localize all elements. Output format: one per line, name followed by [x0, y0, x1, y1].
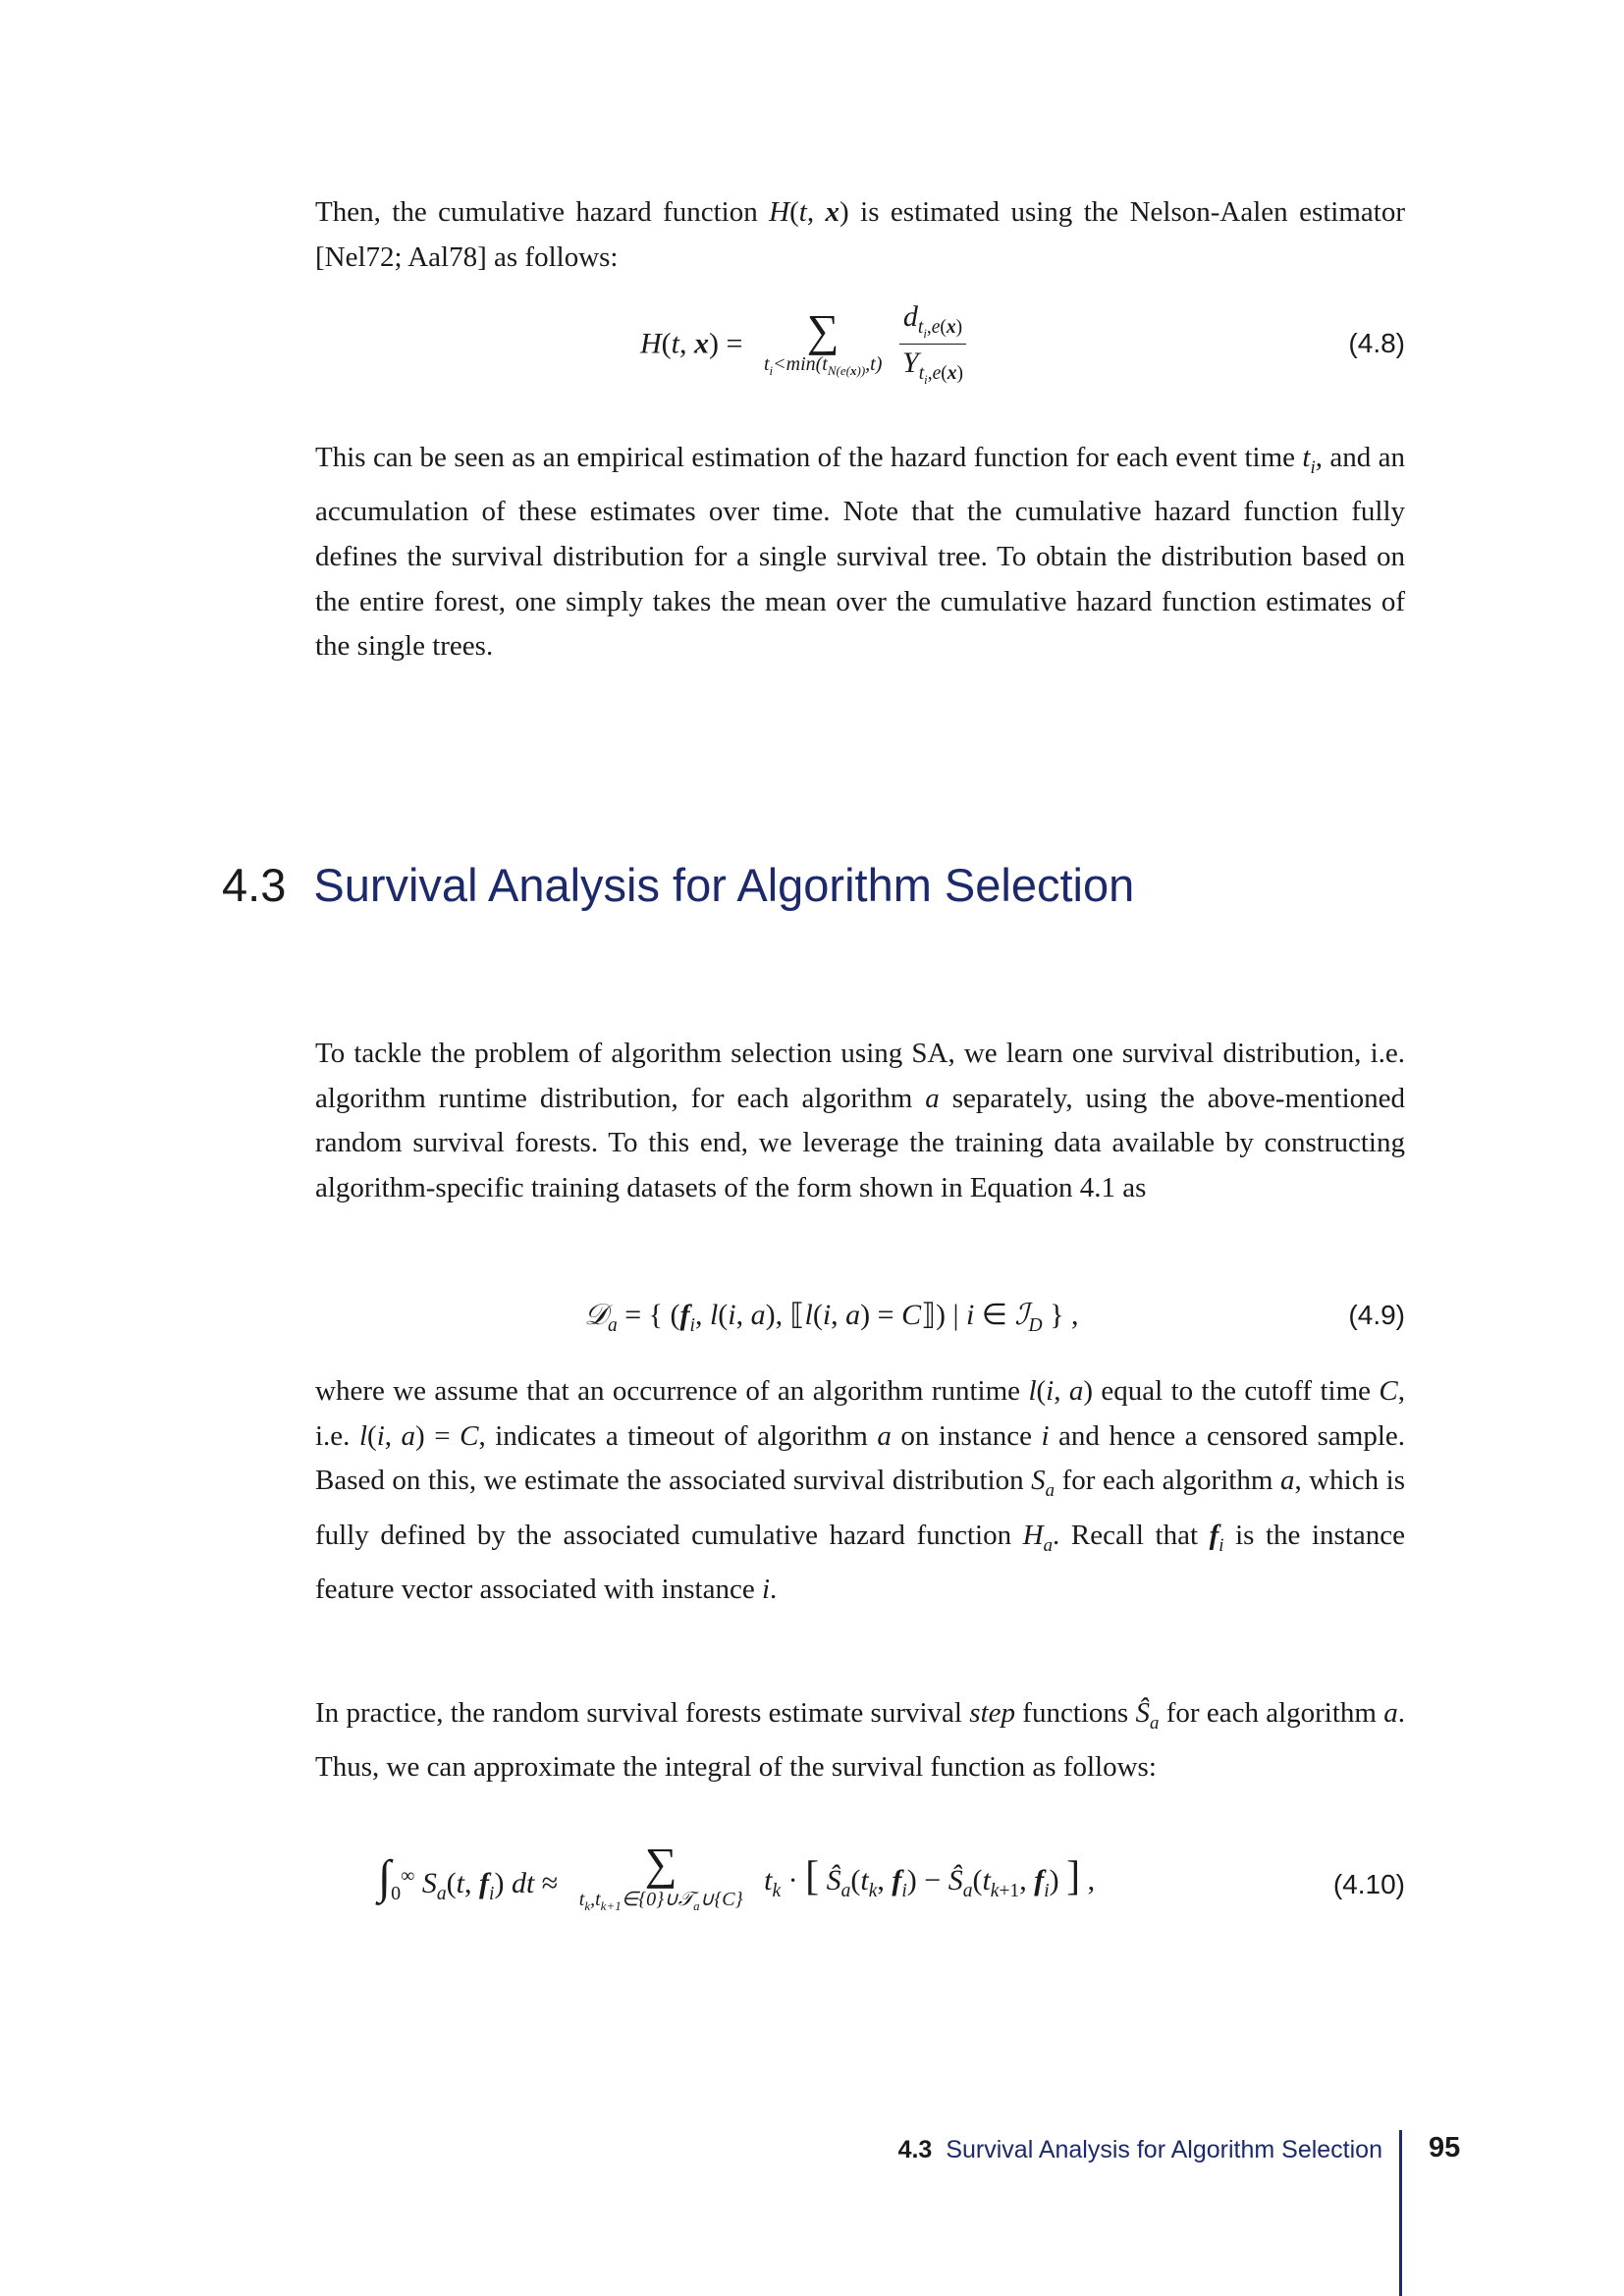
paragraph-step-functions: In practice, the random survival forests estimate survival step functions $Ŝ_a$ for each algorithm a. Thus, we can approximate the integral of the survival function as follows: [315, 1697, 1406, 1784]
equation-4-8: H(t, x) = ∑ $t_i<\min(t_{N(e(x))},t)$ $\frac{d_{t_i,e(x)}}{Y_{t_i,e(x)}}$ [640, 300, 966, 388]
paragraph-algorithm-selection-intro: To tackle the problem of algorithm selection using SA, we learn one survival distribution, i.e. algorithm runtime distribution, for each algorithm a separately, using the above-mentioned random survival forests. To this end, we leverage the training data available by constructing algorithm-specific training datasets of the form shown in Equation 4.1 as [315, 1038, 1405, 1203]
equation-4-9: 𝒟$_a$ = { ($f_i$, l(i, a), ⟦l(i, a) = C⟧) | i ∈ ℐ$_D$ } , [584, 1299, 1079, 1336]
footer-section-number: 4.3 [897, 2136, 933, 2163]
paragraph-nelson-aalen-intro: Then, the cumulative hazard function H(t, x) is estimated using the Nelson-Aalen estimator [Nel72; Aal78] as follows: [315, 196, 1405, 273]
footer-vertical-rule [1399, 2130, 1402, 2296]
section-title: Survival Analysis for Algorithm Selection [313, 859, 1135, 911]
running-footer [898, 2136, 1382, 2164]
footer-section-title: Survival Analysis for Algorithm Selection [946, 2136, 1382, 2163]
equation-number-4-9: (4.9) [1348, 1300, 1405, 1330]
equation-number-4-10: (4.10) [1332, 1869, 1405, 1899]
page-number: 95 [1429, 2132, 1461, 2163]
paragraph-empirical-estimation: This can be seen as an empirical estimation of the hazard function for each event time $t_i$, and an accumulation of these estimates over time. Note that the cumulative hazard function fully defines the survival distribution for a single survival tree. To obtain the distribution based on the entire forest, one simply takes the mean over the cumulative hazard function estimates of the single trees. [315, 442, 1405, 663]
equation-number-4-8: (4.8) [1348, 328, 1405, 358]
section-heading [222, 858, 1134, 912]
section-number: 4.3 [222, 859, 287, 911]
paragraph-censored-sample: where we assume that an occurrence of an algorithm runtime l(i, a) equal to the cutoff time C, i.e. l(i, a) = C, indicates a timeout of algorithm a on instance i and hence a censored sample. Based on this, we estimate the associated survival distribution $S_a$ for each algorithm a, which is fully defined by the associated cumulative hazard function $H_a$. Recall that $f_i$ is the instance feature vector associated with instance i. [315, 1375, 1406, 1605]
equation-4-10: $\int_0^\infty$ $S_a(t$, $f_i$) dt ≈ ∑ $t_k,t_{k+1}\in\{0\}\cup 𝒯_a\cup\{C\}$ $t_k$ · [ $Ŝ_a(t_k$, $f_i$) − $Ŝ_a(t_{k+1}$, $f_i$) ] , [378, 1839, 1096, 1913]
